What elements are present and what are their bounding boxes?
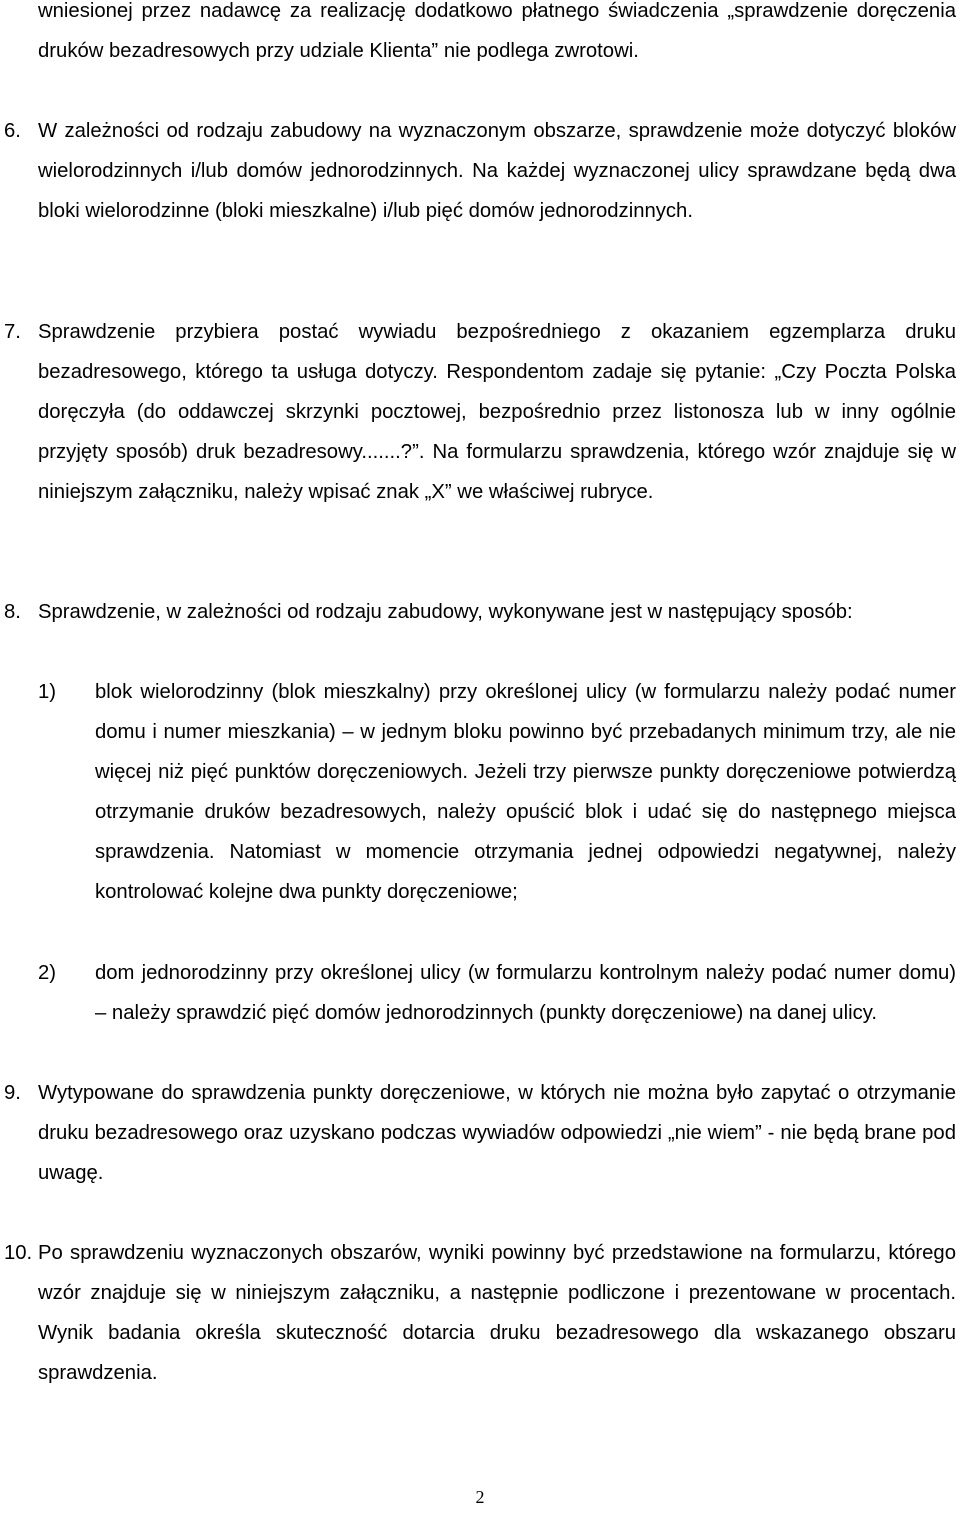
- item-text-6: W zależności od rodzaju zabudowy na wyznaczonym obszarze, sprawdzenie może dotyczyć bloków wielorodzinnych i/lub domów jednorodzinnych. Na każdej wyznaczonej ulicy sprawdzane będą dwa bloki wielorodzinne (bloki mieszkalne) i/lub pięć domów jednorodzinnych.: [38, 120, 956, 223]
- continuation-paragraph: wniesionej przez nadawcę za realizację dodatkowo płatnego świadczenia „sprawdzenie doręczenia druków bezadresowych przy udziale Klienta” nie podlega zwrotowi.: [38, 0, 956, 63]
- page-number: 2: [475, 1487, 485, 1507]
- item-number-10: 10.: [4, 1242, 33, 1264]
- item-text-10: Po sprawdzeniu wyznaczonych obszarów, wyniki powinny być przedstawione na formularzu, którego wzór znajduje się w niniejszym załączniku, a następnie podliczone i prezentowane w procentach. Wynik badania określa skuteczność dotarcia druku bezadresowego dla wskazanego obszaru sprawdzenia.: [38, 1242, 956, 1385]
- item-number-7: 7.: [4, 321, 21, 343]
- item-number-9: 9.: [4, 1082, 21, 1104]
- item-number-8: 8.: [4, 601, 21, 623]
- subitem-text-2: dom jednorodzinny przy określonej ulicy (w formularzu kontrolnym należy podać numer domu) – należy sprawdzić pięć domów jednorodzinnych (punkty doręczeniowe) na danej ulicy.: [95, 962, 956, 1025]
- item-text-9: Wytypowane do sprawdzenia punkty doręczeniowe, w których nie można było zapytać o otrzymanie druku bezadresowego oraz uzyskano podczas wywiadów odpowiedzi „nie wiem” - nie będą brane pod uwagę.: [38, 1082, 956, 1185]
- subitem-marker-2: 2): [38, 962, 57, 984]
- subitem-text-1: blok wielorodzinny (blok mieszkalny) przy określonej ulicy (w formularzu należy podać numer domu i numer mieszkania) – w jednym bloku powinno być przebadanych minimum trzy, ale nie więcej niż pięć punktów doręczeniowych. Jeżeli trzy pierwsze punkty doręczeniowe potwierdzą otrzymanie druków bezadresowych, należy opuścić blok i udać się do następnego miejsca sprawdzenia. Natomiast w momencie otrzymania jednej odpowiedzi negatywnej, należy kontrolować kolejne dwa punkty doręczeniowe;: [95, 681, 956, 904]
- subitem-marker-1: 1): [38, 681, 57, 703]
- item-text-8: Sprawdzenie, w zależności od rodzaju zabudowy, wykonywane jest w następujący sposób:: [38, 601, 853, 623]
- item-number-6: 6.: [4, 120, 21, 142]
- item-text-7: Sprawdzenie przybiera postać wywiadu bezpośredniego z okazaniem egzemplarza druku bezadresowego, którego ta usługa dotyczy. Respondentom zadaje się pytanie: „Czy Poczta Polska doręczyła (do oddawczej skrzynki pocztowej, bezpośrednio przez listonosza lub w inny ogólnie przyjęty sposób) druk bezadresowy.......?”. Na formularzu sprawdzenia, którego wzór znajduje się w niniejszym załączniku, należy wpisać znak „X” we właściwej rubryce.: [38, 321, 956, 504]
